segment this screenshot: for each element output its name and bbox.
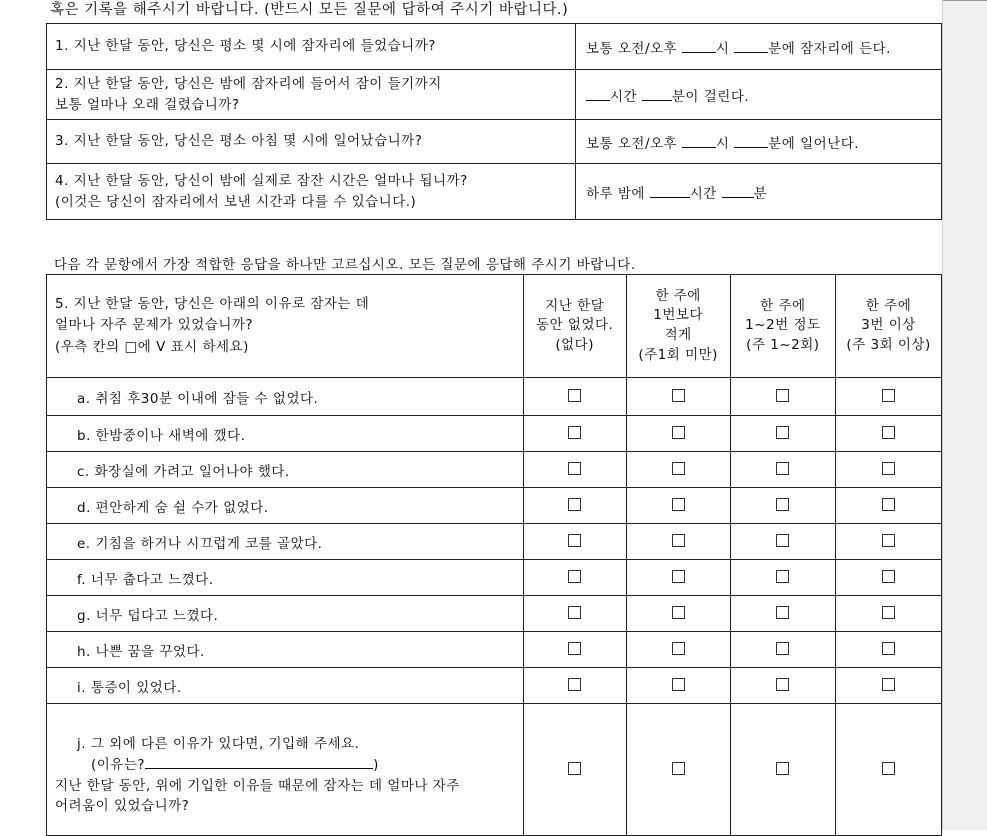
item-row [47,416,942,452]
checkbox-cell [523,560,626,596]
answer-cell [576,70,942,120]
q5-question-cell [47,275,524,378]
checkbox[interactable] [776,462,789,475]
checkbox-cell [626,378,730,416]
item-row [47,632,942,668]
checkbox-cell [626,488,730,524]
question-row [47,120,942,164]
checkbox-cell [523,704,626,836]
answer-unit-2: 분 [753,185,768,202]
item-row [47,596,942,632]
checkbox-cell [626,632,730,668]
checkbox-cell [730,704,836,836]
intro-text: 혹은 기록을 해주시기 바랍니다. (반드시 모든 질문에 답하여 주시기 바랍니다.) [50,2,569,18]
question-line: 지난 한달 동안, 당신은 평소 몇 시에 잠자리에 들었습니까? [73,37,436,54]
checkbox[interactable] [568,570,581,583]
answer-unit-2: 분에 잠자리에 든다. [768,40,891,57]
checkbox[interactable] [672,606,685,619]
item-label: f. 너무 춥다고 느꼈다. [47,560,524,596]
answer-unit-2: 분에 일어난다. [768,135,860,152]
answer-cell [576,164,942,220]
item-row [47,378,942,416]
answer-blank-2[interactable] [722,185,754,198]
question-number: 4. [55,172,69,189]
checkbox[interactable] [568,389,581,402]
checkbox-cell [626,452,730,488]
checkbox[interactable] [776,534,789,547]
frequency-label: (주 1~2회) [746,336,820,353]
question-text [55,192,575,213]
question-line: 지난 한달 동안, 당신은 평소 아침 몇 시에 일어났습니까? [73,132,423,149]
question-line: 보통 얼마나 오래 걸렸습니까? [55,96,240,113]
other-reason-input-line [55,755,523,776]
answer-blank-1[interactable] [682,40,716,53]
other-reason-text: j. 그 외에 다른 이유가 있다면, 기입해 주세요. [77,735,360,752]
frequency-label: 3번 이상 [861,317,916,334]
item-row [47,524,942,560]
answer-prefix: 하루 밤에 [586,185,645,202]
instruction-text: 다음 각 문항에서 가장 적합한 응답을 하나만 고르십시오. 모든 질문에 응답해 주시기 바랍니다. [54,257,636,273]
checkbox[interactable] [568,462,581,475]
checkbox-cell [730,416,836,452]
item-row [47,452,942,488]
checkbox[interactable] [776,426,789,439]
reason-close: ) [373,756,379,773]
item-label: b. 한밤중이나 새벽에 깼다. [47,416,524,452]
checkbox[interactable] [882,570,895,583]
answer-blank-2[interactable] [642,88,672,101]
checkbox-cell [523,416,626,452]
checkbox-cell [626,416,730,452]
checkbox-cell [626,668,730,704]
answer-unit-1: 시 [715,135,730,152]
checkbox-cell [523,524,626,560]
question-number: 3. [55,132,69,149]
checkbox[interactable] [672,462,685,475]
answer-blank-1[interactable] [586,88,610,101]
question-cell [47,24,576,70]
answer-unit-1: 시 [715,40,730,57]
page-top-rule [943,0,987,1]
answer-blank-1[interactable] [682,135,716,148]
checkbox-cell [836,378,942,416]
item-label: h. 나쁜 꿈을 꾸었다. [47,632,524,668]
question-row [47,70,942,120]
frequency-label: 한 주에 [655,287,701,304]
checkbox-cell [730,596,836,632]
checkbox[interactable] [568,642,581,655]
item-row [47,560,942,596]
header-row [47,275,942,378]
item-label: a. 취침 후30분 이내에 잠들 수 없었다. [47,378,524,416]
checkbox[interactable] [672,426,685,439]
q5-line: 5. 지난 한달 동안, 당신은 아래의 이유로 잠자는 데 [55,295,370,312]
checkbox[interactable] [882,389,895,402]
checkbox-cell [836,416,942,452]
checkbox[interactable] [568,606,581,619]
frequency-label: (없다) [555,336,594,353]
frequency-label: 한 주에 [760,297,806,314]
checkbox-cell [730,452,836,488]
other-reason-cell [47,704,524,836]
item-row [47,668,942,704]
checkbox[interactable] [776,762,789,775]
question-text [55,95,575,116]
checkbox-cell [836,560,942,596]
checkbox-cell [836,704,942,836]
answer-unit-2: 분이 걸린다. [671,88,750,105]
answer-unit-1: 시간 [689,185,717,202]
frequency-header [730,275,836,378]
question-cell [47,70,576,120]
checkbox[interactable] [882,642,895,655]
checkbox-cell [730,560,836,596]
checkbox-cell [730,668,836,704]
other-reason-question: 어려움이 있었습니까? [55,798,190,815]
frequency-header [523,275,626,378]
answer-blank-1[interactable] [650,185,690,198]
item-label: d. 편안하게 숨 쉴 수가 없었다. [47,488,524,524]
sleep-problem-table [46,274,942,836]
checkbox-cell [730,524,836,560]
answer-unit-1: 시간 [610,88,638,105]
checkbox[interactable] [776,678,789,691]
other-reason-line [55,734,523,755]
checkbox[interactable] [882,606,895,619]
checkbox[interactable] [568,426,581,439]
question-text [55,171,575,192]
question-row [47,24,942,70]
question-cell [47,120,576,164]
answer-prefix: 보통 오전/오후 [586,135,678,152]
question-number: 1. [55,37,69,54]
checkbox[interactable] [672,389,685,402]
frequency-header [626,275,730,378]
checkbox[interactable] [568,678,581,691]
checkbox[interactable] [776,570,789,583]
frequency-label: 한 주에 [865,297,912,314]
checkbox[interactable] [568,762,581,775]
checkbox[interactable] [882,534,895,547]
checkbox[interactable] [776,606,789,619]
frequency-label: 적게 [664,327,692,343]
question-line: 지난 한달 동안, 당신이 밤에 실제로 잠잔 시간은 얼마나 됩니까? [73,172,468,189]
frequency-label: 1~2번 정도 [745,317,821,334]
checkbox[interactable] [882,678,895,691]
checkbox-cell [523,452,626,488]
checkbox-cell [836,596,942,632]
checkbox-cell [523,378,626,416]
frequency-label: (주1회 미만) [638,346,718,363]
checkbox-cell [836,524,942,560]
checkbox-cell [836,668,942,704]
checkbox[interactable] [882,762,895,775]
checkbox[interactable] [776,642,789,655]
answer-cell [576,120,942,164]
checkbox-cell [730,378,836,416]
checkbox-cell [730,632,836,668]
answer-prefix: 보통 오전/오후 [586,40,678,57]
frequency-label: 동안 없었다. [536,317,614,334]
checkbox[interactable] [776,498,789,511]
other-reason-question: 지난 한달 동안, 위에 기입한 이유들 때문에 잠자는 데 얼마나 자주 [55,777,460,794]
question-row [47,164,942,220]
answer-cell [576,24,942,70]
checkbox-cell [626,524,730,560]
frequency-label: 1번보다 [653,307,704,324]
question-line: 지난 한달 동안, 당신은 밤에 잠자리에 들어서 잠이 들기까지 [73,75,442,92]
frequency-label: 지난 한달 [545,297,605,314]
page-margin [943,0,987,830]
item-label: i. 통증이 있었다. [47,668,524,704]
question-number: 2. [55,75,69,92]
checkbox-cell [523,632,626,668]
checkbox[interactable] [882,462,895,475]
checkbox-cell [730,488,836,524]
question-text [55,74,575,95]
checkbox-cell [523,668,626,704]
checkbox[interactable] [672,498,685,511]
checkbox-cell [626,560,730,596]
q5-line: 얼마나 자주 문제가 있었습니까? [55,317,254,334]
checkbox[interactable] [672,534,685,547]
checkbox-cell [523,488,626,524]
checkbox-cell [836,452,942,488]
frequency-header [836,275,942,378]
checkbox-cell [523,596,626,632]
checkbox[interactable] [776,389,789,402]
q5-line: (우측 칸의 □에 V 표시 하세요) [55,338,249,355]
checkbox-cell [626,596,730,632]
item-row [47,488,942,524]
reason-open: (이유는? [91,756,146,773]
checkbox[interactable] [568,498,581,511]
checkbox[interactable] [672,570,685,583]
sleep-time-table [46,23,942,220]
question-text [55,38,575,56]
checkbox[interactable] [672,642,685,655]
page-edge [942,0,943,830]
checkbox-cell [836,632,942,668]
answer-blank-2[interactable] [734,135,768,148]
checkbox[interactable] [672,678,685,691]
item-label: e. 기침을 하거나 시끄럽게 코를 골았다. [47,524,524,560]
reason-input[interactable] [145,756,373,769]
checkbox[interactable] [882,498,895,511]
other-reason-row [47,704,942,836]
answer-blank-2[interactable] [734,40,768,53]
frequency-label: (주 3회 이상) [846,336,931,353]
question-cell [47,164,576,220]
question-text [55,133,575,151]
question-line: (이것은 당신이 잠자리에서 보낸 시간과 다를 수 있습니다.) [55,193,417,210]
item-label: g. 너무 덥다고 느꼈다. [47,596,524,632]
checkbox[interactable] [672,762,685,775]
item-label: c. 화장실에 가려고 일어나야 했다. [47,452,524,488]
checkbox-cell [626,704,730,836]
checkbox[interactable] [882,426,895,439]
checkbox-cell [836,488,942,524]
checkbox[interactable] [568,534,581,547]
